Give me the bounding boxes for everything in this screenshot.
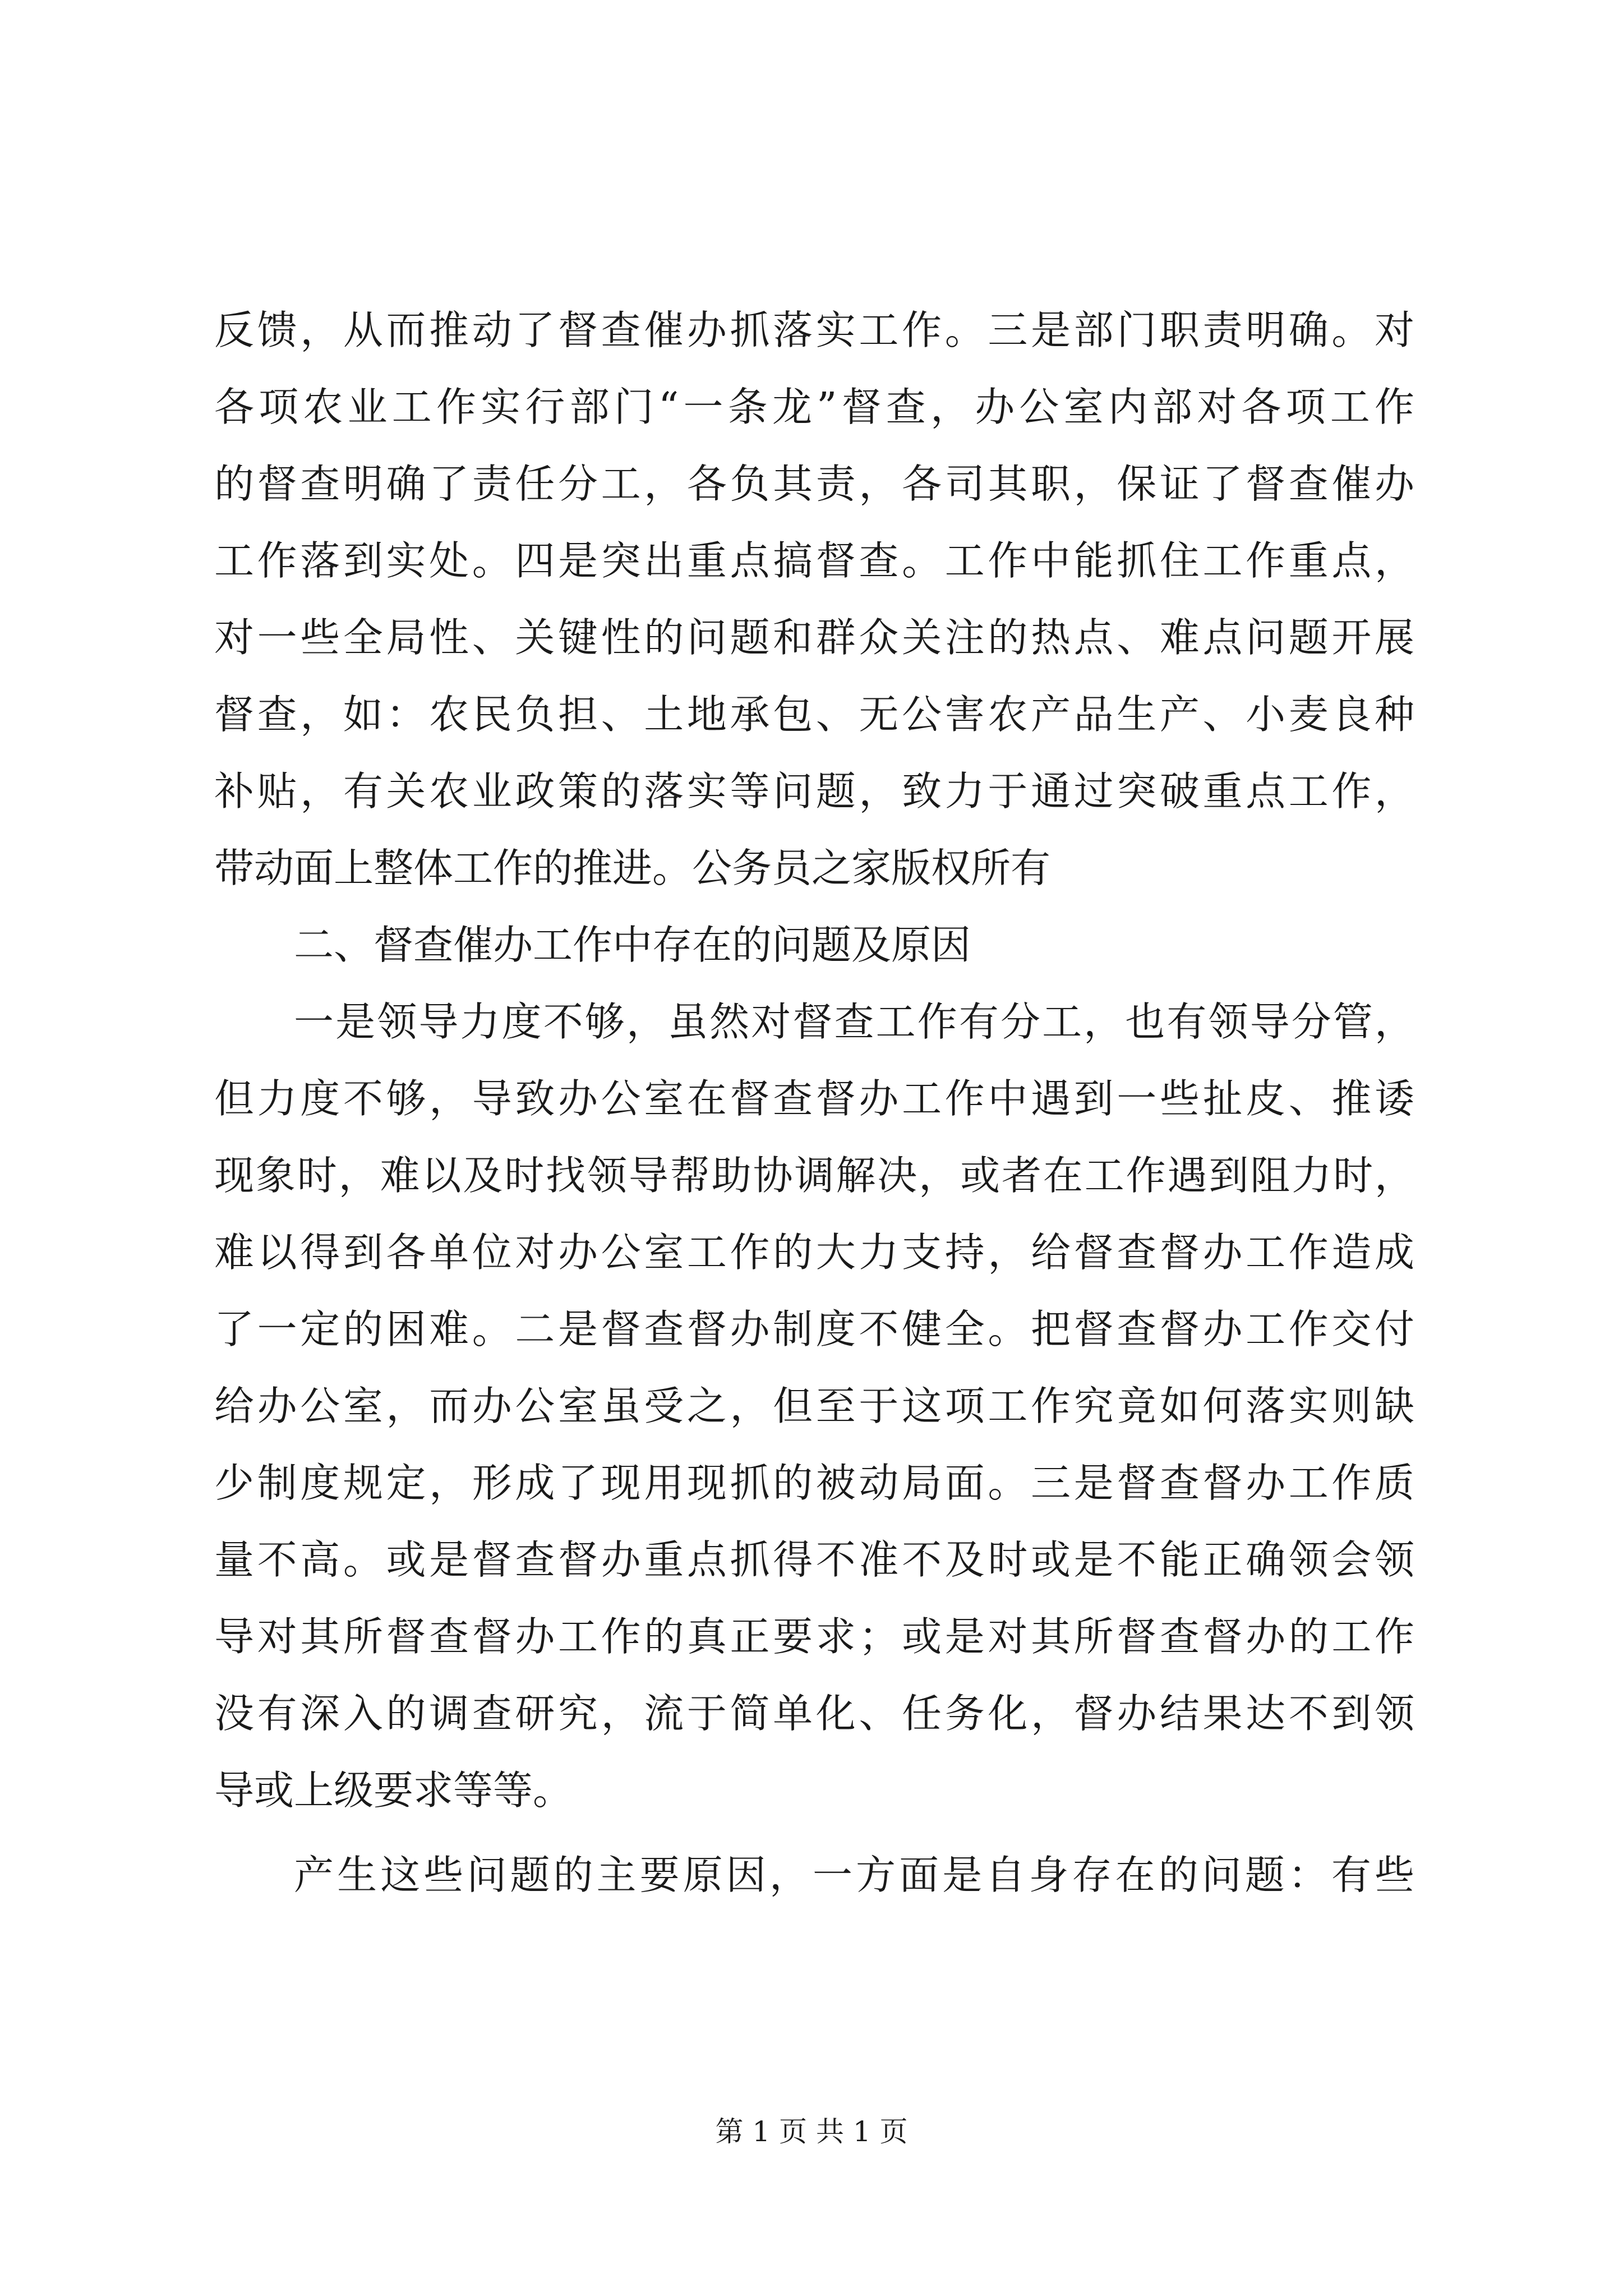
section-heading: 二、督查催办工作中存在的问题及原因 — [294, 922, 971, 968]
text-line: 量不高。或是督查督办重点抓得不准不及时或是不能正确领会领 — [214, 1536, 1414, 1583]
text-line: 对一些全局性、关键性的问题和群众关注的热点、难点问题开展 — [214, 614, 1414, 661]
text-line: 没有深入的调查研究，流于简单化、任务化，督办结果达不到领 — [214, 1690, 1414, 1737]
text-line: 一是领导力度不够，虽然对督查工作有分工，也有领导分管， — [294, 999, 1414, 1045]
text-line: 工作落到实处。四是突出重点搞督查。工作中能抓住工作重点， — [214, 537, 1414, 584]
text-line: 带动面上整体工作的推进。公务员之家版权所有 — [214, 845, 1051, 891]
text-line: 少制度规定，形成了现用现抓的被动局面。三是督查督办工作质 — [214, 1460, 1414, 1506]
text-line: 产生这些问题的主要原因，一方面是自身存在的问题：有些 — [294, 1852, 1414, 1898]
text-line: 了一定的困难。二是督查督办制度不健全。把督查督办工作交付 — [214, 1306, 1414, 1352]
text-line: 补贴，有关农业政策的落实等问题，致力于通过突破重点工作， — [214, 768, 1414, 815]
text-line: 反馈，从而推动了督查催办抓落实工作。三是部门职责明确。对 — [214, 307, 1414, 353]
text-line: 督查，如：农民负担、土地承包、无公害农产品生产、小麦良种 — [214, 691, 1414, 738]
text-line: 现象时，难以及时找领导帮助协调解决，或者在工作遇到阻力时， — [214, 1152, 1414, 1199]
text-line: 给办公室，而办公室虽受之，但至于这项工作究竟如何落实则缺 — [214, 1383, 1414, 1429]
text-line: 导对其所督查督办工作的真正要求；或是对其所督查督办的工作 — [214, 1613, 1414, 1660]
text-line: 的督查明确了责任分工，各负其责，各司其职，保证了督查催办 — [214, 461, 1414, 507]
text-line: 但力度不够，导致办公室在督查督办工作中遇到一些扯皮、推诿 — [214, 1075, 1414, 1122]
text-line: 各项农业工作实行部门“一条龙”督查，办公室内部对各项工作 — [214, 384, 1414, 430]
text-line: 难以得到各单位对办公室工作的大力支持，给督查督办工作造成 — [214, 1229, 1414, 1276]
text-line: 导或上级要求等等。 — [214, 1767, 573, 1814]
page-number-footer: 第 1 页 共 1 页 — [715, 2115, 908, 2148]
document-body — [214, 292, 1414, 1913]
